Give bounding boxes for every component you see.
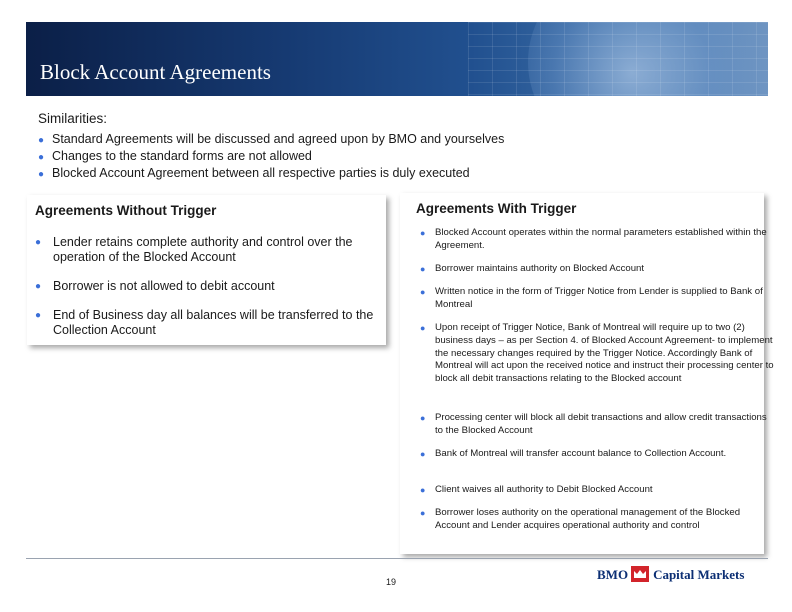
list-item [38, 165, 504, 182]
logo-bmo-text: BMO [597, 567, 629, 582]
bullet-dot-icon: ● [35, 310, 42, 321]
logo-capital-markets-text: Capital Markets [653, 567, 745, 582]
item-text: Client waives all authority to Debit Blocked Account [435, 484, 653, 495]
banner-grid-graphic [468, 22, 768, 96]
bullet-dot-icon: ● [38, 135, 45, 146]
similarity-text: Blocked Account Agreement between all respective parties is duly executed [52, 166, 470, 180]
bullet-dot-icon: ● [420, 508, 426, 518]
item-text: Borrower maintains authority on Blocked Account [435, 263, 645, 274]
item-text: Borrower loses authority on the operational management of the Blocked Account and Lender acquires operational authority and control [435, 507, 741, 531]
without-trigger-panel [27, 195, 386, 345]
bullet-dot-icon: ● [420, 485, 426, 495]
page-number: 19 [386, 577, 397, 587]
list-item [420, 286, 775, 312]
bmo-capital-markets-logo [597, 566, 744, 583]
bmo-roundel-icon [631, 566, 649, 582]
bullet-dot-icon: ● [38, 169, 45, 180]
item-text: End of Business day all balances will be transferred to the Collection Account [53, 308, 374, 337]
slide-title: Block Account Agreements [40, 60, 271, 84]
similarity-text: Changes to the standard forms are not allowed [52, 149, 312, 163]
bullet-dot-icon: ● [38, 152, 45, 163]
title-banner [26, 22, 768, 96]
list-item [35, 279, 393, 294]
bullet-dot-icon: ● [420, 413, 426, 423]
item-text: Lender retains complete authority and control over the operation of the Blocked Account [53, 235, 353, 264]
similarities-heading: Similarities: [38, 111, 108, 126]
item-text: Blocked Account operates within the normal parameters established within the Agreement. [435, 227, 767, 251]
list-item [35, 308, 393, 338]
item-text: Bank of Montreal will transfer account balance to Collection Account. [435, 448, 727, 459]
list-item [420, 448, 775, 461]
item-text: Processing center will block all debit transactions and allow credit transactions to the Blocked Account [435, 412, 767, 436]
bullet-dot-icon: ● [420, 323, 426, 333]
bullet-dot-icon: ● [420, 264, 426, 274]
bullet-dot-icon: ● [35, 281, 42, 292]
similarities-list [38, 131, 504, 182]
bullet-dot-icon: ● [35, 237, 42, 248]
list-item [420, 484, 775, 497]
list-item [420, 227, 775, 253]
footer-divider [26, 558, 768, 559]
item-text: Written notice in the form of Trigger Notice from Lender is supplied to Bank of Montreal [435, 286, 763, 310]
item-text: Borrower is not allowed to debit account [53, 279, 275, 293]
list-item [420, 507, 775, 533]
similarity-text: Standard Agreements will be discussed and agreed upon by BMO and yourselves [52, 132, 505, 146]
with-trigger-panel [400, 193, 774, 554]
list-item [35, 235, 393, 265]
bullet-dot-icon: ● [420, 228, 426, 238]
with-trigger-title: Agreements With Trigger [416, 201, 577, 216]
bullet-dot-icon: ● [420, 287, 426, 297]
list-item [420, 322, 775, 386]
without-trigger-title: Agreements Without Trigger [35, 203, 217, 218]
list-item [38, 148, 504, 165]
item-text: Upon receipt of Trigger Notice, Bank of Montreal will require up to two (2) business days – as per Section 4. of Blocked Account Agreement- to implement the necessary changes required by the Trigger Notice. Accordingly Bank of Montreal will act upon the received notice and instruct their processing center to block all debit transactions relating to the Blocked account [435, 322, 774, 385]
list-item [420, 263, 775, 276]
list-item [420, 412, 775, 438]
bullet-dot-icon: ● [420, 449, 426, 459]
list-item [38, 131, 504, 148]
